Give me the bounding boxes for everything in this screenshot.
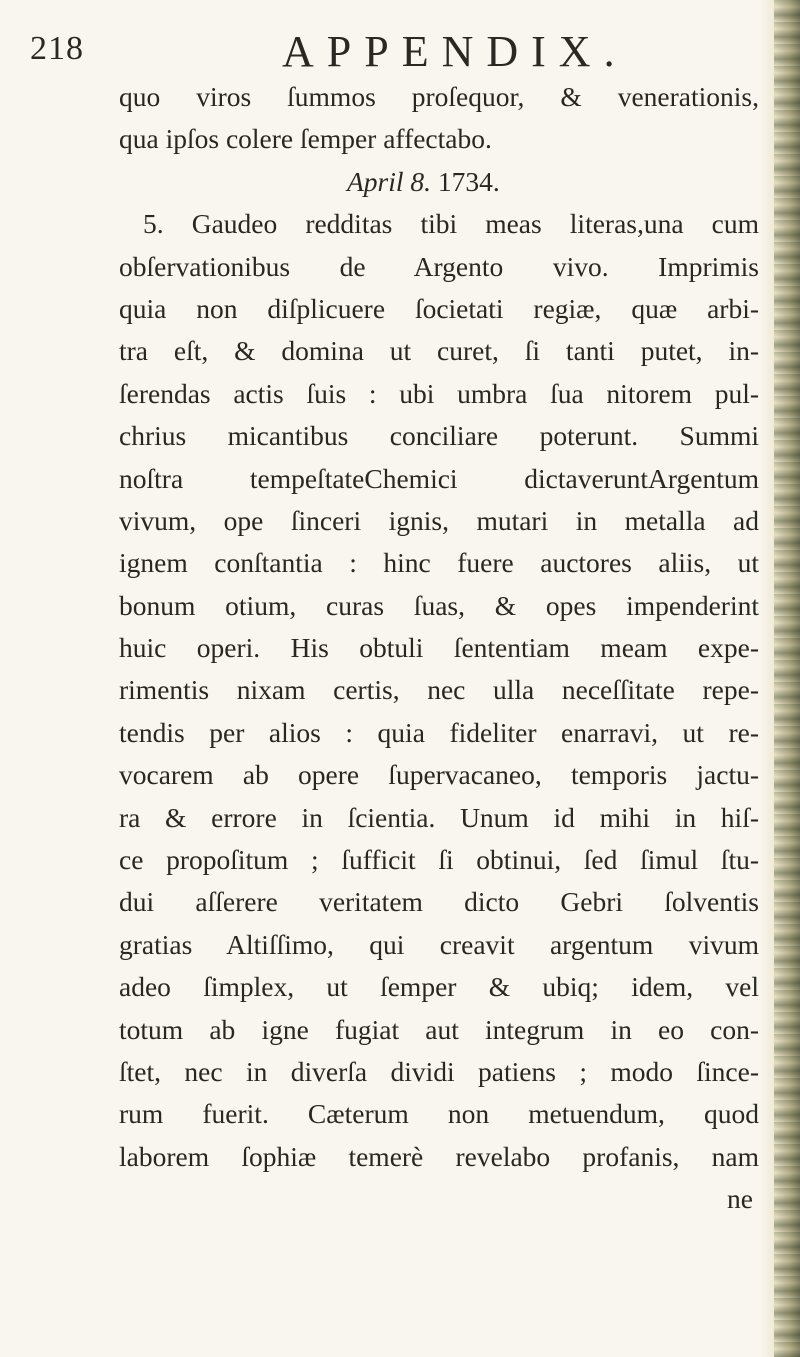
letter-date-year: 1734. xyxy=(437,165,500,197)
text-line: tendis per alios : quia fideliter enarravi, ut re- xyxy=(119,716,759,748)
text-line: rimentis nixam certis, nec ulla neceſſitate repe- xyxy=(119,674,759,706)
body-text xyxy=(119,76,759,1221)
catchword: ne xyxy=(727,1183,753,1215)
running-head xyxy=(30,26,770,76)
text-line: vivum, ope ſinceri ignis, mutari in metalla ad xyxy=(119,504,759,536)
text-line: ra & errore in ſcientia. Unum id mihi in hiſ- xyxy=(119,801,759,833)
text-line: chrius micantibus conciliare poterunt. Summi xyxy=(119,420,759,452)
section-title: APPENDIX. xyxy=(282,27,628,76)
text-line: 5. Gaudeo redditas tibi meas literas,una cum xyxy=(143,208,759,240)
text-line: tra eſt, & domina ut curet, ſi tanti putet, in- xyxy=(119,335,759,367)
text-line: dui aſſerere veritatem dicto Gebri ſolventis xyxy=(119,886,759,918)
text-line: vocarem ab opere ſupervacaneo, temporis jactu- xyxy=(119,759,759,791)
text-line: huic operi. His obtuli ſententiam meam expe- xyxy=(119,632,759,664)
text-line: laborem ſophiæ temerè revelabo profanis, nam xyxy=(119,1140,759,1172)
text-line: noſtra tempeſtateChemici dictaveruntArgentum xyxy=(119,462,759,494)
letter-date xyxy=(119,161,759,203)
page-number: 218 xyxy=(30,30,84,67)
text-line: quia non diſplicuere ſocietati regiæ, quæ arbi- xyxy=(119,292,759,324)
text-line: gratias Altiſſimo, qui creavit argentum vivum xyxy=(119,928,759,960)
text-line: ſerendas actis ſuis : ubi umbra ſua nitorem pul- xyxy=(119,377,759,409)
text-line: quo viros ſummos proſequor, & venerationis, xyxy=(119,81,759,112)
text-line: rum fuerit. Cæterum non metuendum, quod xyxy=(119,1098,759,1130)
text-line: totum ab igne fugiat aut integrum in eo con- xyxy=(119,1013,759,1045)
text-line: ignem conſtantia : hinc fuere auctores aliis, ut xyxy=(119,547,759,579)
text-line: ce propoſitum ; ſufficit ſi obtinui, ſed ſimul ſtu- xyxy=(119,844,759,876)
text-line: adeo ſimplex, ut ſemper & ubiq; idem, vel xyxy=(119,971,759,1003)
text-line: ſtet, nec in diverſa dividi patiens ; modo ſince- xyxy=(119,1055,759,1087)
page-edge xyxy=(774,0,800,1357)
text-line: qua ipſos colere ſemper affectabo. xyxy=(119,123,492,155)
text-line: bonum otium, curas ſuas, & opes impenderint xyxy=(119,589,759,621)
letter-date-day: April 8. xyxy=(347,165,432,197)
text-line: obſervationibus de Argento vivo. Imprimis xyxy=(119,250,759,282)
